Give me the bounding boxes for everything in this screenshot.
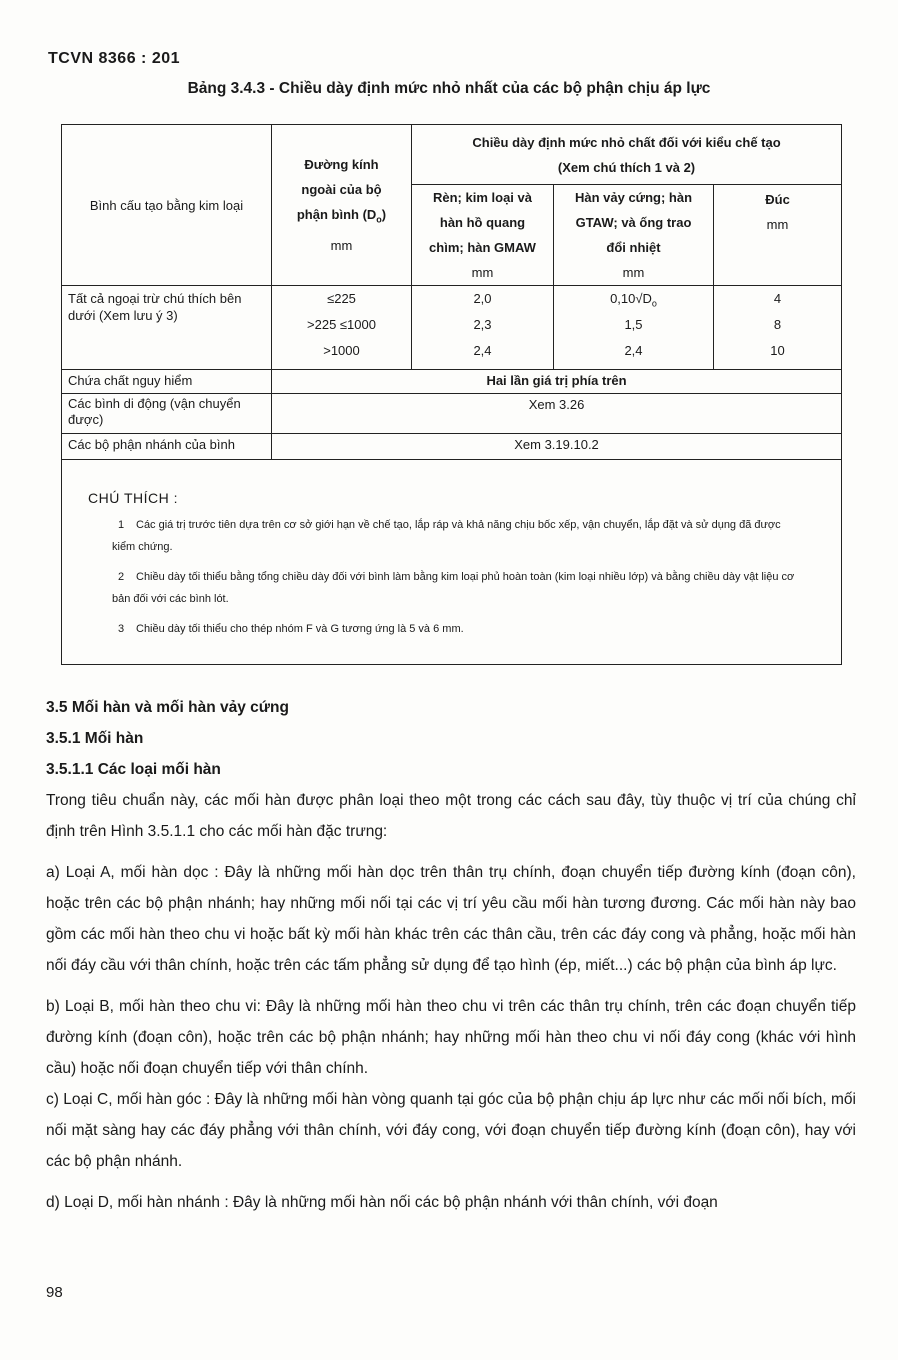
paragraph-type-c: c) Loại C, mối hàn góc : Đây là những mối hàn vòng quanh tại góc của bộ phận chịu áp lực như các mối nối bích, mối nối mặt sàng hay các đáy phẳng với thân chính, với đáy cong, với đoạn chuyển tiếp đường kính (đoạn côn), hay với các bộ phận nhánh.: [46, 1091, 856, 1170]
paragraph-type-a: a) Loại A, mối hàn dọc : Đây là những mối hàn dọc trên thân trụ chính, đoạn chuyển tiếp đường kính (đoạn côn), hoặc trên các bộ phận nhánh; hay những mối nối tại các vị trí yêu cầu mối hàn tương đương. Các mối hàn này bao gồm các mối hàn theo chu vi hoặc bất kỳ mối hàn khác trên các thân cầu, trên các đáy cong và phẳng, hoặc mối hàn nối đáy cầu với thân chính, hoặc trên các tấm phẳng sử dụng để tạo hình (ép, miết...) các bộ phận của bình áp lực.: [46, 864, 856, 974]
header-thickness-group: Chiều dày định mức nhỏ chất đối với kiểu chế tạo (Xem chú thích 1 và 2): [412, 125, 842, 185]
document-body: [46, 692, 856, 1218]
row-mobile-value: Xem 3.26: [272, 394, 842, 434]
header-material: Bình cấu tạo bằng kim loại: [62, 125, 272, 286]
header-diameter: Đường kính ngoài của bộ phận bình $(D_o)$ mm: [272, 125, 412, 286]
table-title: Bảng 3.4.3 - Chiều dày định mức nhỏ nhất của các bộ phận chịu áp lực: [187, 80, 711, 97]
row-hazard-label: Chứa chất nguy hiểm: [62, 370, 272, 394]
row-branch-label: Các bộ phận nhánh của bình: [62, 434, 272, 460]
row-all-forged: 2,0 2,3 2,4: [412, 286, 554, 370]
row-all-diameters: ≤225 >225 ≤1000 >1000: [272, 286, 412, 370]
section-heading-3-5-1-1: 3.5.1.1 Các loại mối hàn: [46, 761, 221, 778]
note-2: 2 Chiều dày tối thiểu bằng tổng chiều dày đối với bình làm bằng kim loại phủ hoàn toàn (kim loại nhiều lớp) và bằng chiều dày vật liệu cơ bản đối với các bình lót.: [112, 571, 795, 605]
note-1: 1 Các giá trị trước tiên dựa trên cơ sở giới hạn về chế tạo, lắp ráp và khả năng chịu bốc xếp, vận chuyển, lắp đặt và sử dụng đã được kiểm chứng.: [112, 519, 781, 553]
paragraph-type-d: d) Loại D, mối hàn nhánh : Đây là những mối hàn nối các bộ phận nhánh với thân chính, với đoạn: [46, 1194, 718, 1211]
note-3: 3 Chiều dày tối thiểu cho thép nhóm F và G tương ứng là 5 và 6 mm.: [118, 623, 464, 635]
page-number: 98: [46, 1284, 63, 1301]
spec-table: [61, 124, 841, 665]
row-all-label: Tất cả ngoại trừ chú thích bên dưới (Xem lưu ý 3): [62, 286, 272, 370]
row-all-cast: 4 8 10: [714, 286, 842, 370]
standard-header: TCVN 8366 : 201: [48, 50, 181, 67]
section-heading-3-5-1: 3.5.1 Mối hàn: [46, 730, 144, 747]
header-cast: Đúc mm: [714, 185, 842, 286]
intro-paragraph: Trong tiêu chuẩn này, các mối hàn được phân loại theo một trong các cách sau đây, tùy thuộc vị trí của chúng chỉ định trên Hình 3.5.1.1 cho các mối hàn đặc trưng:: [46, 792, 856, 840]
header-forged: Rèn; kim loại và hàn hồ quang chìm; hàn GMAW mm: [412, 185, 554, 286]
row-all-brazed: $0,10√D_o$ 1,5 2,4: [554, 286, 714, 370]
paragraph-type-b: b) Loại B, mối hàn theo chu vi: Đây là những mối hàn theo chu vi trên các thân trụ chính, trên các đoạn chuyển tiếp đường kính (đoạn côn), hoặc trên các bộ phận nhánh; hay những mối hàn theo chu vi nối đáy cong (khác với hình cầu) hoặc nối đoạn chuyển tiếp với thân chính.: [46, 998, 856, 1077]
row-hazard-value: Hai lần giá trị phía trên: [272, 370, 842, 394]
header-brazed: Hàn vảy cứng; hàn GTAW; và ống trao đổi nhiệt mm: [554, 185, 714, 286]
section-heading-3-5: 3.5 Mối hàn và mối hàn vảy cứng: [46, 699, 289, 716]
row-branch-value: Xem 3.19.10.2: [272, 434, 842, 460]
notes-title: CHÚ THÍCH :: [88, 490, 179, 506]
notes-cell: [62, 460, 842, 665]
row-mobile-label: Các bình di động (vận chuyển được): [62, 394, 272, 434]
